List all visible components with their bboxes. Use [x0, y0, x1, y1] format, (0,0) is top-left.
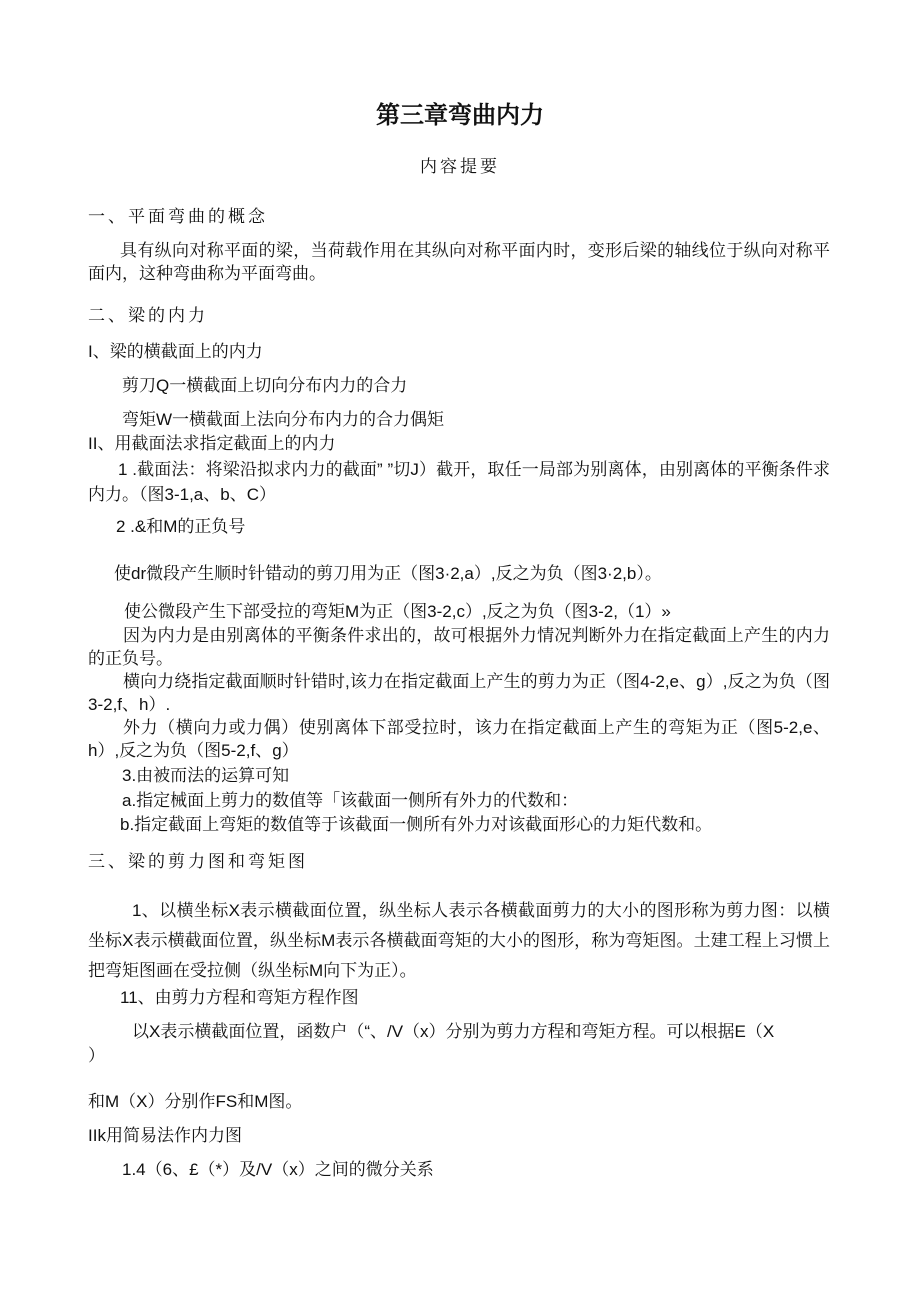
calculation-rule-heading: 3.由被而法的运算可知: [122, 766, 290, 785]
note-transverse-force: 横向力绕指定截面顺时针错时,该力在指定截面上产生的剪力为正（图4-2,e、g）,反之为负（图3-2,f、h）.: [88, 672, 830, 714]
subheading-simplified-method: IIk用简易法作内力图: [88, 1126, 242, 1145]
diagram-definition-paragraph: 1、以横坐标X表示横截面位置，纵坐标人表示各横截面剪力的大小的图形称为剪力图：以横坐标X表示横截面位置，纵坐标M表示各横截面弯矩的大小的图形，称为弯矩图。土建工程上习惯上把弯矩图画在受拉侧（纵坐标M向下为正）。: [88, 901, 830, 980]
sign-convention-heading: 2 .&和M的正负号: [116, 517, 246, 536]
differential-relation-item: 1.4（6、£（*）及/V（x）之间的微分关系: [122, 1160, 434, 1179]
equation-method-line-3: 和M（X）分别作FS和M图。: [88, 1092, 303, 1111]
moment-sign-rule: 使公微段产生下部受拉的弯矩M为正（图3-2,c）,反之为负（图3-2,（1）»: [124, 602, 671, 621]
note-external-force: 外力（横向力或力偶）使别离体下部受拉时，该力在指定截面上产生的弯矩为正（图5-2,e、h）,反之为负（图5-2,f、g）: [88, 718, 830, 760]
section-heading-2: 二、梁的内力: [88, 306, 208, 326]
rule-b-moment-value: b.指定截面上弯矩的数值等于该截面一侧所有外力对该截面形心的力矩代数和。: [120, 815, 713, 834]
equation-method-line-1: 以X表示横截面位置，函数户（“、/V（x）分别为剪力方程和弯矩方程。可以根据E（X: [132, 1022, 775, 1041]
equation-method-line-2: ）: [88, 1046, 105, 1065]
page-subtitle: 内容提要: [420, 157, 500, 177]
shear-force-definition: 剪刀Q一横截面上切向分布内力的合力: [122, 376, 408, 395]
subheading-equation-method: 11、由剪力方程和弯矩方程作图: [120, 988, 359, 1007]
rule-a-shear-value: a.指定械面上剪力的数值等「该截面一侧所有外力的代数和：: [122, 791, 579, 810]
note-internal-force-sign: 因为内力是由别离体的平衡条件求出的，故可根据外力情况判断外力在指定截面上产生的内力的正负号。: [88, 626, 830, 668]
section-heading-1: 一、平面弯曲的概念: [88, 207, 268, 227]
section-heading-3: 三、梁的剪力图和弯矩图: [88, 852, 308, 872]
section-method-paragraph: 1 .截面法：将梁沿拟求内力的截面” ”切J）截开，取任一局部为别离体，由别离体的平衡条件求内力。（图3-1,a、b、C）: [88, 460, 830, 504]
bending-moment-definition: 弯矩W一横截面上法向分布内力的合力偶矩: [122, 410, 445, 429]
section-1-paragraph: 具有纵向对称平面的梁，当荷载作用在其纵向对称平面内时，变形后梁的轴线位于纵向对称平面内，这种弯曲称为平面弯曲。: [88, 241, 830, 284]
shear-sign-rule: 使dr微段产生顺时针错动的剪刀用为正（图3·2,a）,反之为负（图3·2,b）。: [114, 564, 662, 583]
subheading-section-method: II、用截面法求指定截面上的内力: [88, 434, 336, 453]
subheading-internal-forces: I、梁的横截面上的内力: [88, 342, 263, 361]
page-title: 第三章弯曲内力: [376, 100, 544, 129]
